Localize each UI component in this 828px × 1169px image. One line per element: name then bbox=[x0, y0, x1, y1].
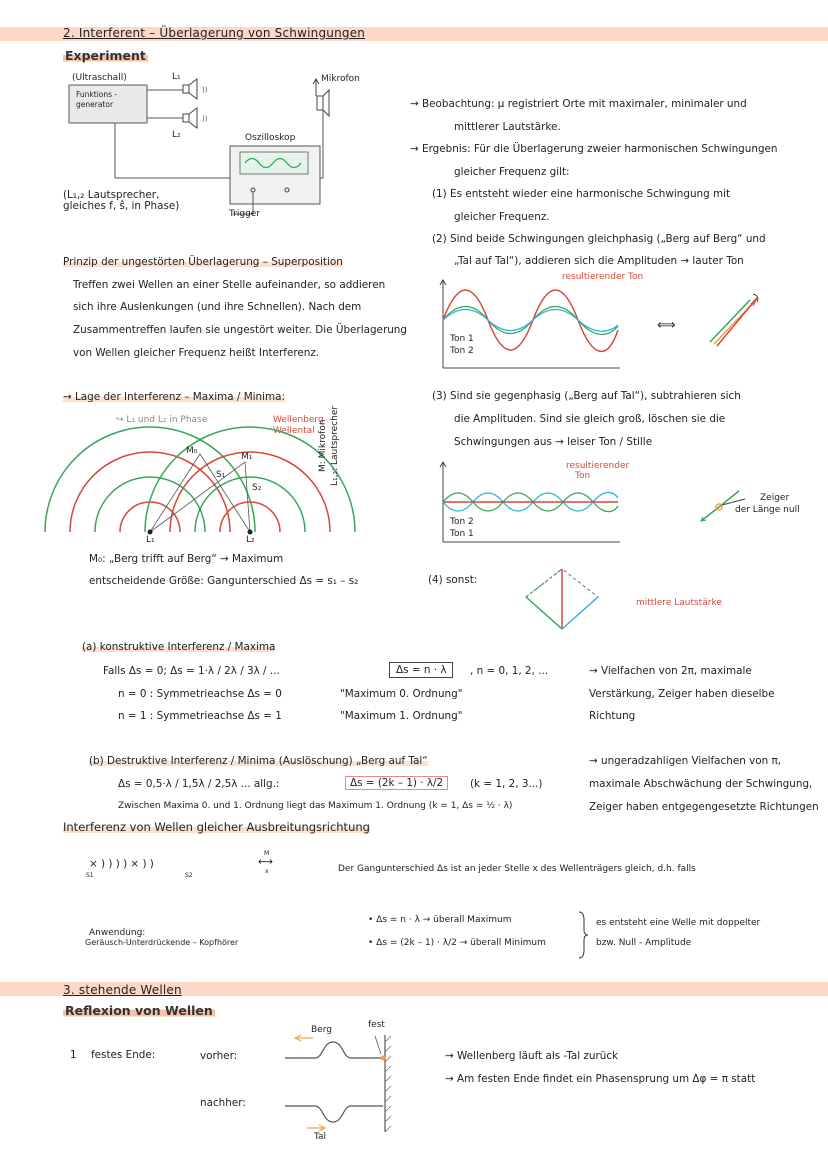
lautsprecher-note-1: (L₁,₂ Lautsprecher, bbox=[63, 189, 160, 201]
superposition-heading-text: Prinzip der ungestörten Überlagerung – Superposition bbox=[63, 256, 343, 268]
resultierender-ton-label-2b: Ton bbox=[575, 471, 591, 481]
nachher-label: nachher: bbox=[200, 1097, 246, 1109]
mittlere-lautstaerke-label: mittlere Lautstärke bbox=[636, 598, 722, 608]
gleiche-desc-4: es entsteht eine Welle mit doppelter bbox=[596, 918, 761, 928]
destruktiv-result-3: Zeiger haben entgegengesetzte Richtungen bbox=[589, 801, 819, 813]
phasor-mittlere bbox=[522, 567, 602, 637]
ergebnis-line-2: gleicher Frequenz gilt: bbox=[454, 166, 570, 178]
resultierender-ton-label-2: resultierender bbox=[566, 461, 630, 471]
destruktiv-result-1: → ungeradzahligen Vielfachen von π, bbox=[589, 755, 782, 767]
side-note-mikrofon: M: Mikrofon bbox=[318, 419, 328, 472]
section3-title: 3. stehende Wellen bbox=[63, 983, 182, 997]
m0-statement: M₀: „Berg trifft auf Berg“ → Maximum bbox=[89, 553, 284, 565]
s2-label: S₂ bbox=[252, 483, 262, 493]
destruktiv-result-2: maximale Abschwächung der Schwingung, bbox=[589, 778, 813, 790]
trigger-label: Trigger bbox=[229, 209, 261, 219]
beobachtung-line-1: → Beobachtung: μ registriert Orte mit maximaler, minimaler und bbox=[410, 98, 747, 110]
gangunterschied-statement: entscheidende Größe: Gangunterschied Δs = s₁ – s₂ bbox=[89, 575, 359, 587]
point-3-line-3: Schwingungen aus → leiser Ton / Stille bbox=[454, 436, 653, 448]
festes-ende-label: festes Ende: bbox=[91, 1049, 156, 1061]
section-title: 2. Interferent – Überlagerung von Schwingungen bbox=[63, 26, 366, 40]
l1-label: L₁ bbox=[172, 72, 181, 82]
s1-label: S₁ bbox=[216, 470, 226, 480]
resultierender-ton-label: resultierender Ton bbox=[562, 272, 644, 282]
lage-heading bbox=[63, 391, 285, 403]
lautsprecher-note-2: gleiches f, ŝ, in Phase) bbox=[63, 200, 180, 212]
konstruktiv-n1: n = 1 : Symmetrieachse Δs = 1 bbox=[118, 710, 282, 722]
konstruktiv-result-2: Verstärkung, Zeiger haben dieselbe bbox=[589, 688, 775, 700]
tal-label: Tal bbox=[314, 1132, 327, 1142]
oszilloskop-label: Oszilloskop bbox=[245, 133, 296, 143]
curly-brace bbox=[577, 910, 589, 960]
lage-heading-text: → Lage der Interferenz – Maxima / Minima: bbox=[63, 391, 286, 403]
wellenberg-label: Wellenberg bbox=[273, 415, 324, 425]
gleiche-s2: S2 bbox=[185, 872, 193, 879]
vorher-label: vorher: bbox=[200, 1050, 238, 1062]
point-2-line-1: (2) Sind beide Schwingungen gleichphasig („Berg auf Berg“ und bbox=[432, 233, 766, 245]
gleiche-desc-3-text: Δs = (2k – 1) · λ/2 → überall Minimum bbox=[376, 938, 546, 948]
reflexion-heading: Reflexion von Wellen bbox=[65, 1003, 213, 1018]
konstruktiv-heading bbox=[82, 641, 275, 653]
destruktiv-formula: Δs = (2k – 1) · λ/2 bbox=[345, 776, 448, 790]
destruktiv-line-1: Δs = 0,5·λ / 1,5λ / 2,5λ ... allg.: bbox=[118, 778, 280, 790]
berg-label: Berg bbox=[311, 1025, 332, 1035]
m1-label: M₁ bbox=[241, 452, 253, 462]
konstruktiv-formula: Δs = n · λ bbox=[389, 662, 453, 678]
superposition-line-3: Zusammentreffen laufen sie ungestört weiter. Die Überlagerung bbox=[73, 324, 407, 336]
konstruktiv-n-range: , n = 0, 1, 2, ... bbox=[470, 665, 549, 677]
reflexion-result-1: → Wellenberg läuft als -Tal zurück bbox=[445, 1050, 619, 1062]
fest-label: fest bbox=[368, 1020, 385, 1030]
anwendung-label: Anwendung: bbox=[89, 928, 146, 938]
konstruktiv-falls: Falls Δs = 0; Δs = 1·λ / 2λ / 3λ / ... bbox=[103, 665, 280, 677]
mikrofon-label: Mikrofon bbox=[321, 74, 360, 84]
konstruktiv-result-3: Richtung bbox=[589, 710, 636, 722]
point-3-line-1: (3) Sind sie gegenphasig („Berg auf Tal“), subtrahieren sich bbox=[432, 390, 741, 402]
zeiger-label-1: Zeiger bbox=[760, 493, 790, 503]
l2-label: L₂ bbox=[172, 130, 181, 140]
destruktiv-heading bbox=[89, 755, 428, 767]
l2-source-label: L₂ bbox=[246, 535, 255, 545]
superposition-line-2: sich ihre Auslenkungen (und ihre Schnellen). Nach dem bbox=[73, 301, 362, 313]
point-1-line-2: gleicher Frequenz. bbox=[454, 211, 550, 223]
point-4-label: (4) sonst: bbox=[428, 574, 478, 586]
side-note-lautsprecher: L₁,₂: Lautsprecher bbox=[330, 405, 340, 486]
svg-text:)): )) bbox=[202, 86, 208, 94]
gleiche-m: M bbox=[264, 850, 270, 857]
gleiche-wave: × ) ) ) ) × ) ) bbox=[89, 858, 154, 870]
gleiche-desc-1: Der Gangunterschied Δs ist an jeder Stelle x des Wellenträgers gleich, d.h. falls bbox=[338, 864, 696, 874]
zeiger-label-2: der Länge null bbox=[735, 505, 800, 515]
experiment-heading: Experiment bbox=[65, 48, 146, 63]
point-1-line-1: (1) Es entsteht wieder eine harmonische Schwingung mit bbox=[432, 188, 731, 200]
point-2-line-2: „Tal auf Tal“), addieren sich die Amplituden → lauter Ton bbox=[454, 255, 744, 267]
ton2-label: Ton 2 bbox=[450, 346, 474, 356]
constructive-wave-graph bbox=[438, 280, 638, 380]
ton1-label: Ton 1 bbox=[450, 334, 474, 344]
ton2b-label: Ton 2 bbox=[450, 517, 474, 527]
konstruktiv-max0: "Maximum 0. Ordnung" bbox=[340, 688, 463, 700]
reflection-sketch bbox=[275, 1030, 415, 1140]
ultraschall-label: (Ultraschall) bbox=[72, 73, 127, 83]
gleiche-desc-2: • Δs = n · λ → überall Maximum bbox=[368, 915, 512, 925]
superposition-heading bbox=[63, 256, 343, 268]
l1-source-label: L₁ bbox=[146, 535, 155, 545]
equivalence-symbol: ⟺ bbox=[657, 318, 676, 333]
destruktiv-heading-text: (b) Destruktive Interferenz / Minima (Auslöschung) „Berg auf Tal“ bbox=[89, 755, 428, 767]
gleiche-x: x bbox=[265, 868, 269, 875]
svg-text:)): )) bbox=[202, 115, 208, 123]
lage-subheading: ↪ L₁ und L₂ in Phase bbox=[116, 415, 208, 425]
gleiche-desc-3: • Δs = (2k – 1) · λ/2 → überall Minimum bbox=[368, 938, 546, 948]
beobachtung-line-2: mittlerer Lautstärke. bbox=[454, 121, 561, 133]
destruktiv-line-2: Zwischen Maxima 0. und 1. Ordnung liegt das Maximum 1. Ordnung (k = 1, Δs = ½ · λ) bbox=[118, 801, 513, 811]
superposition-line-1: Treffen zwei Wellen an einer Stelle aufeinander, so addieren bbox=[73, 279, 386, 291]
anwendung-text: Geräusch-Unterdrückende – Kopfhörer bbox=[85, 938, 239, 947]
m0-label: M₀ bbox=[186, 446, 198, 456]
gleiche-heading-text: Interferenz von Wellen gleicher Ausbreitungsrichtung bbox=[63, 820, 370, 834]
generator-label: Funktions - generator bbox=[76, 90, 118, 109]
point-3-line-2: die Amplituden. Sind sie gleich groß, löschen sie die bbox=[454, 413, 726, 425]
gleiche-heading bbox=[63, 820, 370, 834]
gleiche-desc-2-text: Δs = n · λ → überall Maximum bbox=[376, 915, 512, 925]
ergebnis-line-1: → Ergebnis: Für die Überlagerung zweier harmonischen Schwingungen bbox=[410, 143, 778, 155]
reflexion-result-2: → Am festen Ende findet ein Phasensprung um Δφ = π statt bbox=[445, 1073, 756, 1085]
gleiche-arrow: ⟷ bbox=[258, 856, 273, 868]
phasor-aligned bbox=[705, 292, 765, 352]
festes-num: 1 bbox=[70, 1049, 77, 1061]
konstruktiv-heading-text: (a) konstruktive Interferenz / Maxima bbox=[82, 641, 276, 653]
konstruktiv-result-1: → Vielfachen von 2π, maximale bbox=[589, 665, 752, 677]
superposition-line-4: von Wellen gleicher Frequenz heißt Interferenz. bbox=[73, 347, 320, 359]
konstruktiv-n0: n = 0 : Symmetrieachse Δs = 0 bbox=[118, 688, 282, 700]
gleiche-desc-5: bzw. Null - Amplitude bbox=[596, 938, 692, 948]
gleiche-s1: S1 bbox=[86, 872, 94, 879]
konstruktiv-max1: "Maximum 1. Ordnung" bbox=[340, 710, 463, 722]
wellental-label: Wellental bbox=[273, 426, 315, 436]
ton1b-label: Ton 1 bbox=[450, 529, 474, 539]
destruktiv-k-range: (k = 1, 2, 3...) bbox=[470, 778, 543, 790]
